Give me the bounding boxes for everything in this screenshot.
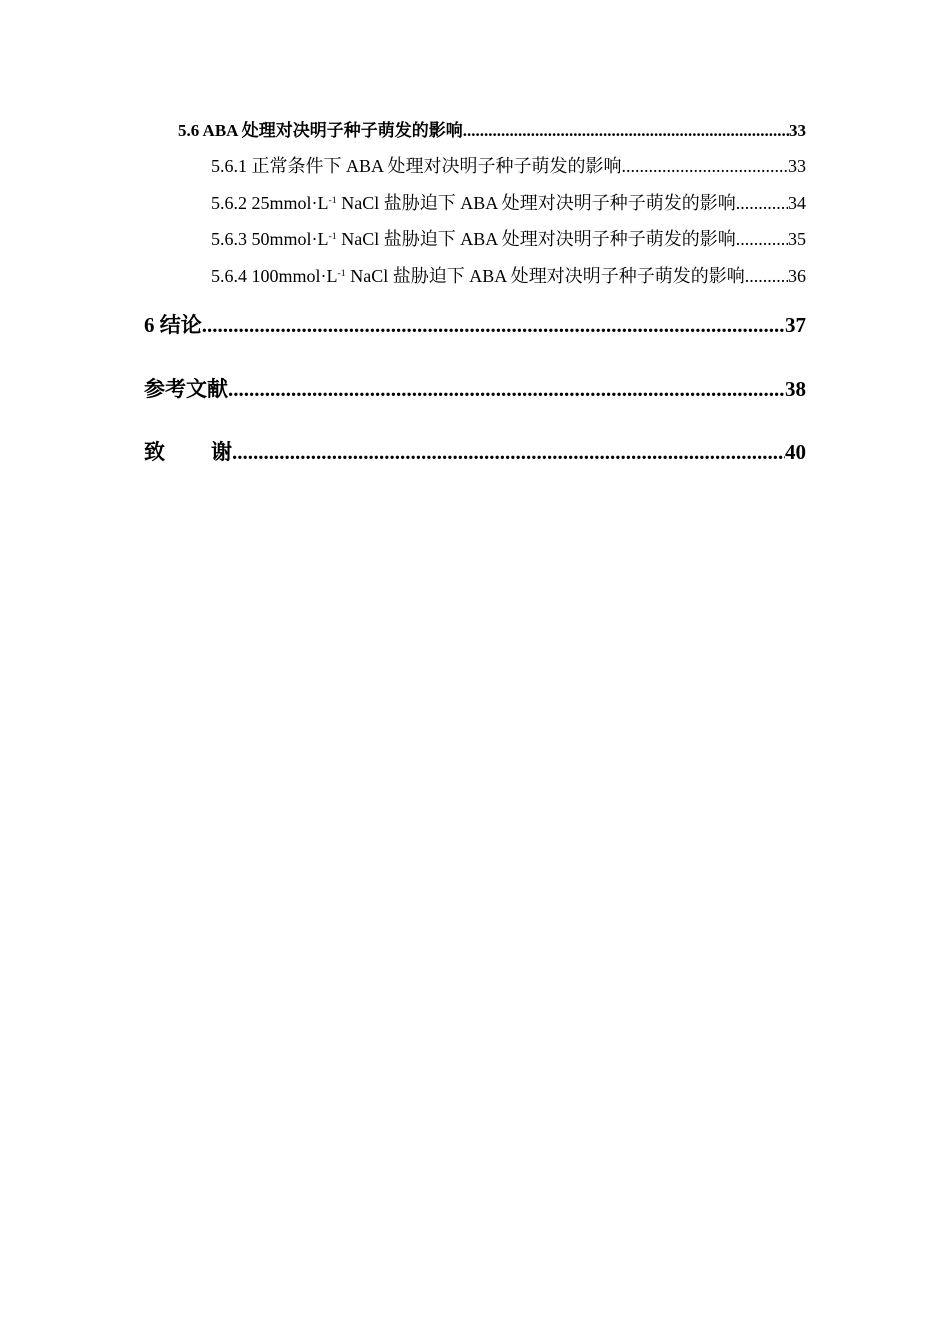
toc-entry-5-6-2[interactable]: [211, 189, 806, 215]
dot-leader: [622, 156, 788, 177]
dot-leader: [228, 377, 785, 402]
dot-leader: [202, 313, 785, 338]
toc-entry-references[interactable]: [144, 373, 806, 403]
toc-title: 5.6.2 $25mmol\cdot L^{-1}$ NaCl 盐胁迫下 ABA 处理对决明子种子萌发的影响: [211, 193, 736, 213]
toc-page-number: 37: [785, 313, 806, 337]
toc-page-number: 34: [788, 193, 806, 213]
toc-entry-5-6-3[interactable]: [211, 225, 806, 251]
toc-entry-5-6-4[interactable]: [211, 262, 806, 288]
toc-title: 致 谢: [144, 440, 232, 464]
toc-page-number: 35: [788, 229, 806, 249]
toc-page-number: 40: [785, 440, 806, 464]
toc-entry-acknowledgements[interactable]: [144, 436, 806, 466]
toc-entry-5-6-1[interactable]: [211, 152, 806, 178]
dot-leader: [745, 266, 788, 287]
toc-page-number: 33: [788, 156, 806, 176]
toc-title: 6 结论: [144, 313, 202, 337]
toc-title: 5.6.4 $100mmol\cdot L^{-1}$ NaCl 盐胁迫下 ABA 处理对决明子种子萌发的影响: [211, 266, 745, 286]
toc-page-number: 36: [788, 266, 806, 286]
dot-leader: [736, 193, 788, 214]
toc-page-number: 33: [789, 121, 806, 140]
toc-entry-6-conclusion[interactable]: [144, 309, 806, 339]
toc-entry-5-6[interactable]: [178, 116, 806, 142]
toc-page-number: 38: [785, 377, 806, 401]
toc-title: 5.6.3 $50mmol\cdot L^{-1}$ NaCl 盐胁迫下 ABA 处理对决明子种子萌发的影响: [211, 229, 736, 249]
toc-title: 参考文献: [144, 377, 228, 401]
dot-leader: [232, 440, 785, 465]
dot-leader: [736, 229, 788, 250]
toc-title: 5.6 ABA 处理对决明子种子萌发的影响: [178, 121, 463, 140]
dot-leader: [463, 121, 789, 141]
toc-title: 5.6.1 正常条件下 ABA 处理对决明子种子萌发的影响: [211, 156, 622, 176]
